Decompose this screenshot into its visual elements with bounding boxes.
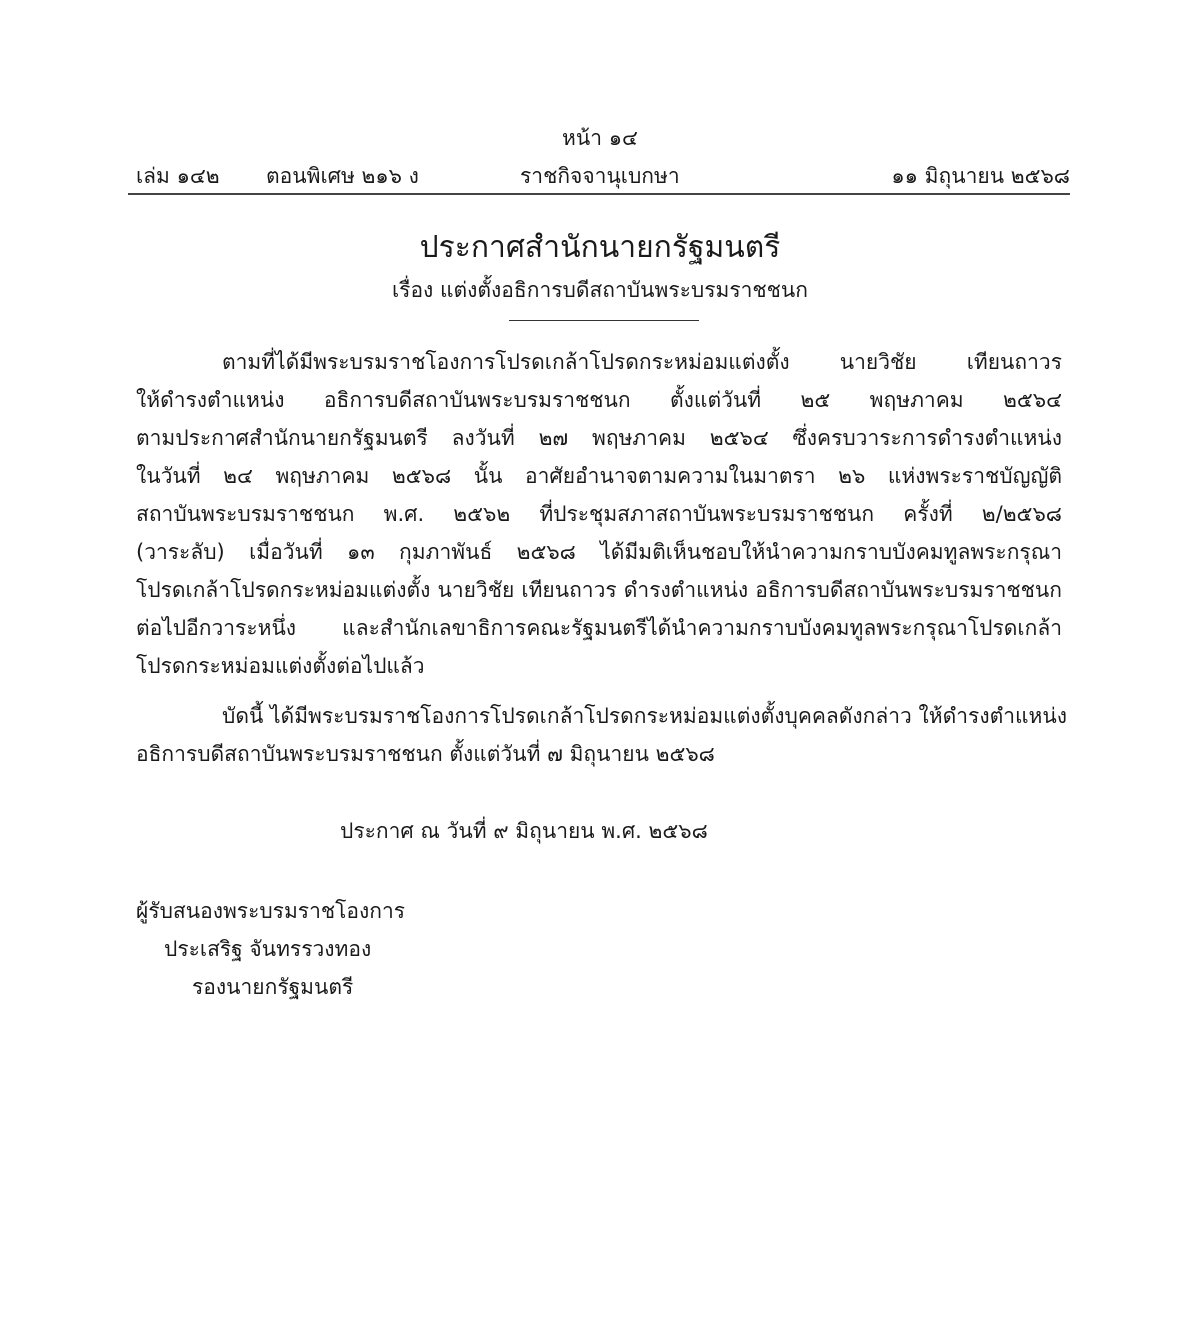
paragraph-line: ตามที่ได้มีพระบรมราชโองการโปรดเกล้าโปรดกระหม่อมแต่งตั้ง นายวิชัย เทียนถาวร xyxy=(222,350,1062,374)
signatory-position: รองนายกรัฐมนตรี xyxy=(192,975,354,999)
paragraph-line: ให้ดำรงตำแหน่ง อธิการบดีสถาบันพระบรมราชชนก ตั้งแต่วันที่ ๒๕ พฤษภาคม ๒๕๖๔ xyxy=(136,388,1062,412)
publication-name: ราชกิจจานุเบกษา xyxy=(520,164,680,188)
document-subject: เรื่อง แต่งตั้งอธิการบดีสถาบันพระบรมราชชนก xyxy=(391,278,808,302)
gazette-header xyxy=(136,160,1070,190)
countersign-role: ผู้รับสนองพระบรมราชโองการ xyxy=(136,899,406,923)
issue-number: ตอนพิเศษ ๒๑๖ ง xyxy=(266,164,419,188)
paragraph-line: บัดนี้ ได้มีพระบรมราชโองการโปรดเกล้าโปรดกระหม่อมแต่งตั้งบุคคลดังกล่าว ให้ดำรงตำแหน่ง xyxy=(222,704,1067,728)
announcement-date: ประกาศ ณ วันที่ ๙ มิถุนายน พ.ศ. ๒๕๖๘ xyxy=(340,819,708,843)
signatory-name: ประเสริฐ จันทรรวงทอง xyxy=(164,937,372,961)
paragraph-line: สถาบันพระบรมราชชนก พ.ศ. ๒๕๖๒ ที่ประชุมสภาสถาบันพระบรมราชชนก ครั้งที่ ๒/๒๕๖๘ xyxy=(136,502,1062,526)
publication-date: ๑๑ มิถุนายน ๒๕๖๘ xyxy=(891,164,1070,188)
paragraph-line: (วาระลับ) เมื่อวันที่ ๑๓ กุมภาพันธ์ ๒๕๖๘ ได้มีมติเห็นชอบให้นำความกราบบังคมทูลพระกรุณา xyxy=(136,540,1062,564)
document-title: ประกาศสำนักนายกรัฐมนตรี xyxy=(419,230,781,265)
volume-number: เล่ม ๑๔๒ xyxy=(136,164,220,188)
paragraph-line: ในวันที่ ๒๔ พฤษภาคม ๒๕๖๘ นั้น อาศัยอำนาจตามความในมาตรา ๒๖ แห่งพระราชบัญญัติ xyxy=(136,464,1062,488)
title-divider xyxy=(509,320,699,321)
paragraph-line: โปรดเกล้าโปรดกระหม่อมแต่งตั้ง นายวิชัย เทียนถาวร ดำรงตำแหน่ง อธิการบดีสถาบันพระบรมราชชนก xyxy=(136,578,1062,602)
paragraph-line: อธิการบดีสถาบันพระบรมราชชนก ตั้งแต่วันที่ ๗ มิถุนายน ๒๕๖๘ xyxy=(136,742,715,766)
paragraph-line: โปรดกระหม่อมแต่งตั้งต่อไปแล้ว xyxy=(136,654,425,678)
header-divider xyxy=(128,193,1070,195)
page-number: หน้า ๑๔ xyxy=(562,126,638,150)
paragraph-line: ต่อไปอีกวาระหนึ่ง และสำนักเลขาธิการคณะรัฐมนตรีได้นำความกราบบังคมทูลพระกรุณาโปรดเกล้า xyxy=(136,616,1062,640)
paragraph-line: ตามประกาศสำนักนายกรัฐมนตรี ลงวันที่ ๒๗ พฤษภาคม ๒๕๖๔ ซึ่งครบวาระการดำรงตำแหน่ง xyxy=(136,426,1062,450)
